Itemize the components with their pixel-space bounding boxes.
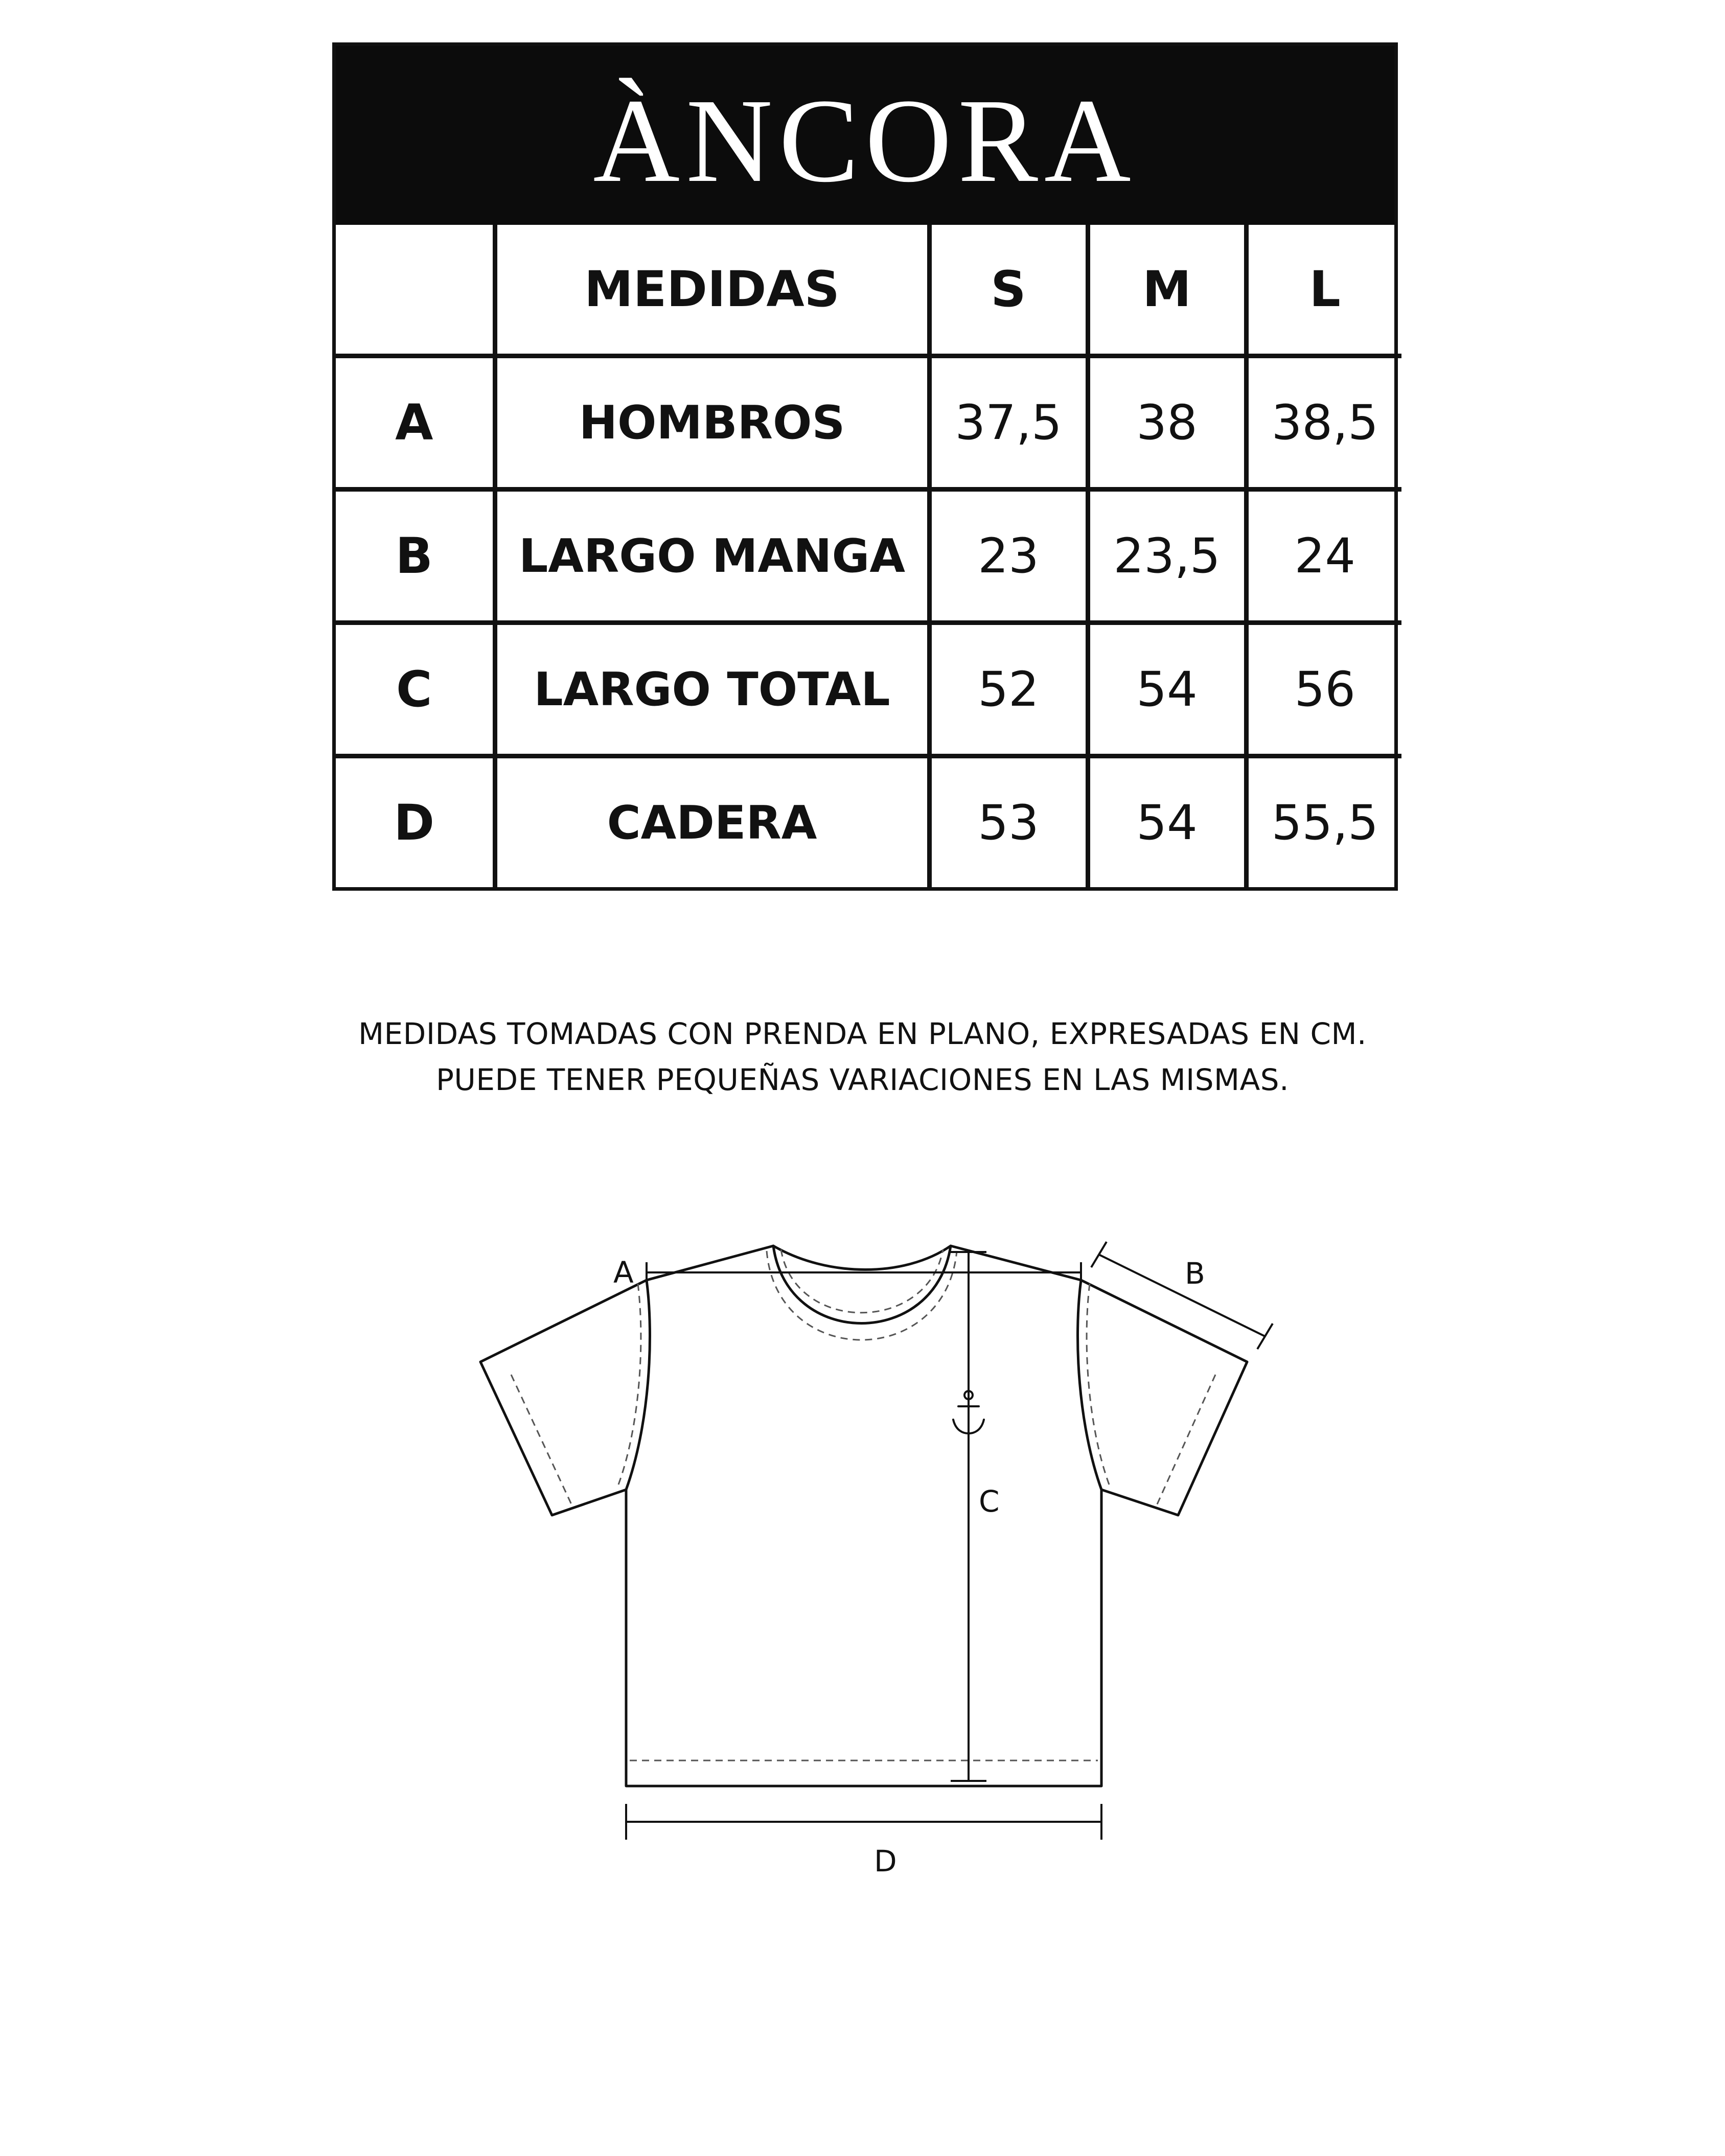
header-size-s: S xyxy=(929,225,1088,356)
brand-logo: ÀNCORA xyxy=(593,74,1137,207)
value-l: 55,5 xyxy=(1246,756,1401,888)
row-letter: C xyxy=(336,623,495,756)
left-armhole-seam xyxy=(626,1280,650,1490)
value-s: 53 xyxy=(929,756,1088,888)
value-s: 23 xyxy=(929,490,1088,623)
value-l: 24 xyxy=(1246,490,1401,623)
left-sleeve-stitch xyxy=(511,1375,572,1506)
value-m: 23,5 xyxy=(1088,490,1246,623)
row-measure-name: LARGO TOTAL xyxy=(495,623,929,756)
value-m: 38 xyxy=(1088,356,1246,490)
row-measure-name: HOMBROS xyxy=(495,356,929,490)
label-a: A xyxy=(613,1255,634,1290)
row-letter: A xyxy=(336,356,495,490)
value-s: 37,5 xyxy=(929,356,1088,490)
right-armhole-seam xyxy=(1077,1280,1101,1490)
value-m: 54 xyxy=(1088,756,1246,888)
value-m: 54 xyxy=(1088,623,1246,756)
note-line-2: PUEDE TENER PEQUEÑAS VARIACIONES EN LAS MISMAS. xyxy=(435,1062,1290,1097)
value-l: 38,5 xyxy=(1246,356,1401,490)
row-letter: D xyxy=(336,756,495,888)
row-measure-name: CADERA xyxy=(495,756,929,888)
right-sleeve-stitch xyxy=(1156,1375,1215,1506)
header-measure: MEDIDAS xyxy=(495,225,929,356)
value-s: 52 xyxy=(929,623,1088,756)
tshirt-outline xyxy=(480,1246,1247,1786)
label-c: C xyxy=(979,1484,1000,1519)
row-letter: B xyxy=(336,490,495,623)
dimension-b-line xyxy=(1099,1255,1265,1336)
note-line-1: MEDIDAS TOMADAS CON PRENDA EN PLANO, EXPRESADAS EN CM. xyxy=(358,1016,1367,1051)
label-b: B xyxy=(1185,1256,1205,1291)
value-l: 56 xyxy=(1246,623,1401,756)
header-size-m: M xyxy=(1088,225,1246,356)
label-d: D xyxy=(874,1844,897,1879)
row-measure-name: LARGO MANGA xyxy=(495,490,929,623)
header-size-l: L xyxy=(1246,225,1401,356)
